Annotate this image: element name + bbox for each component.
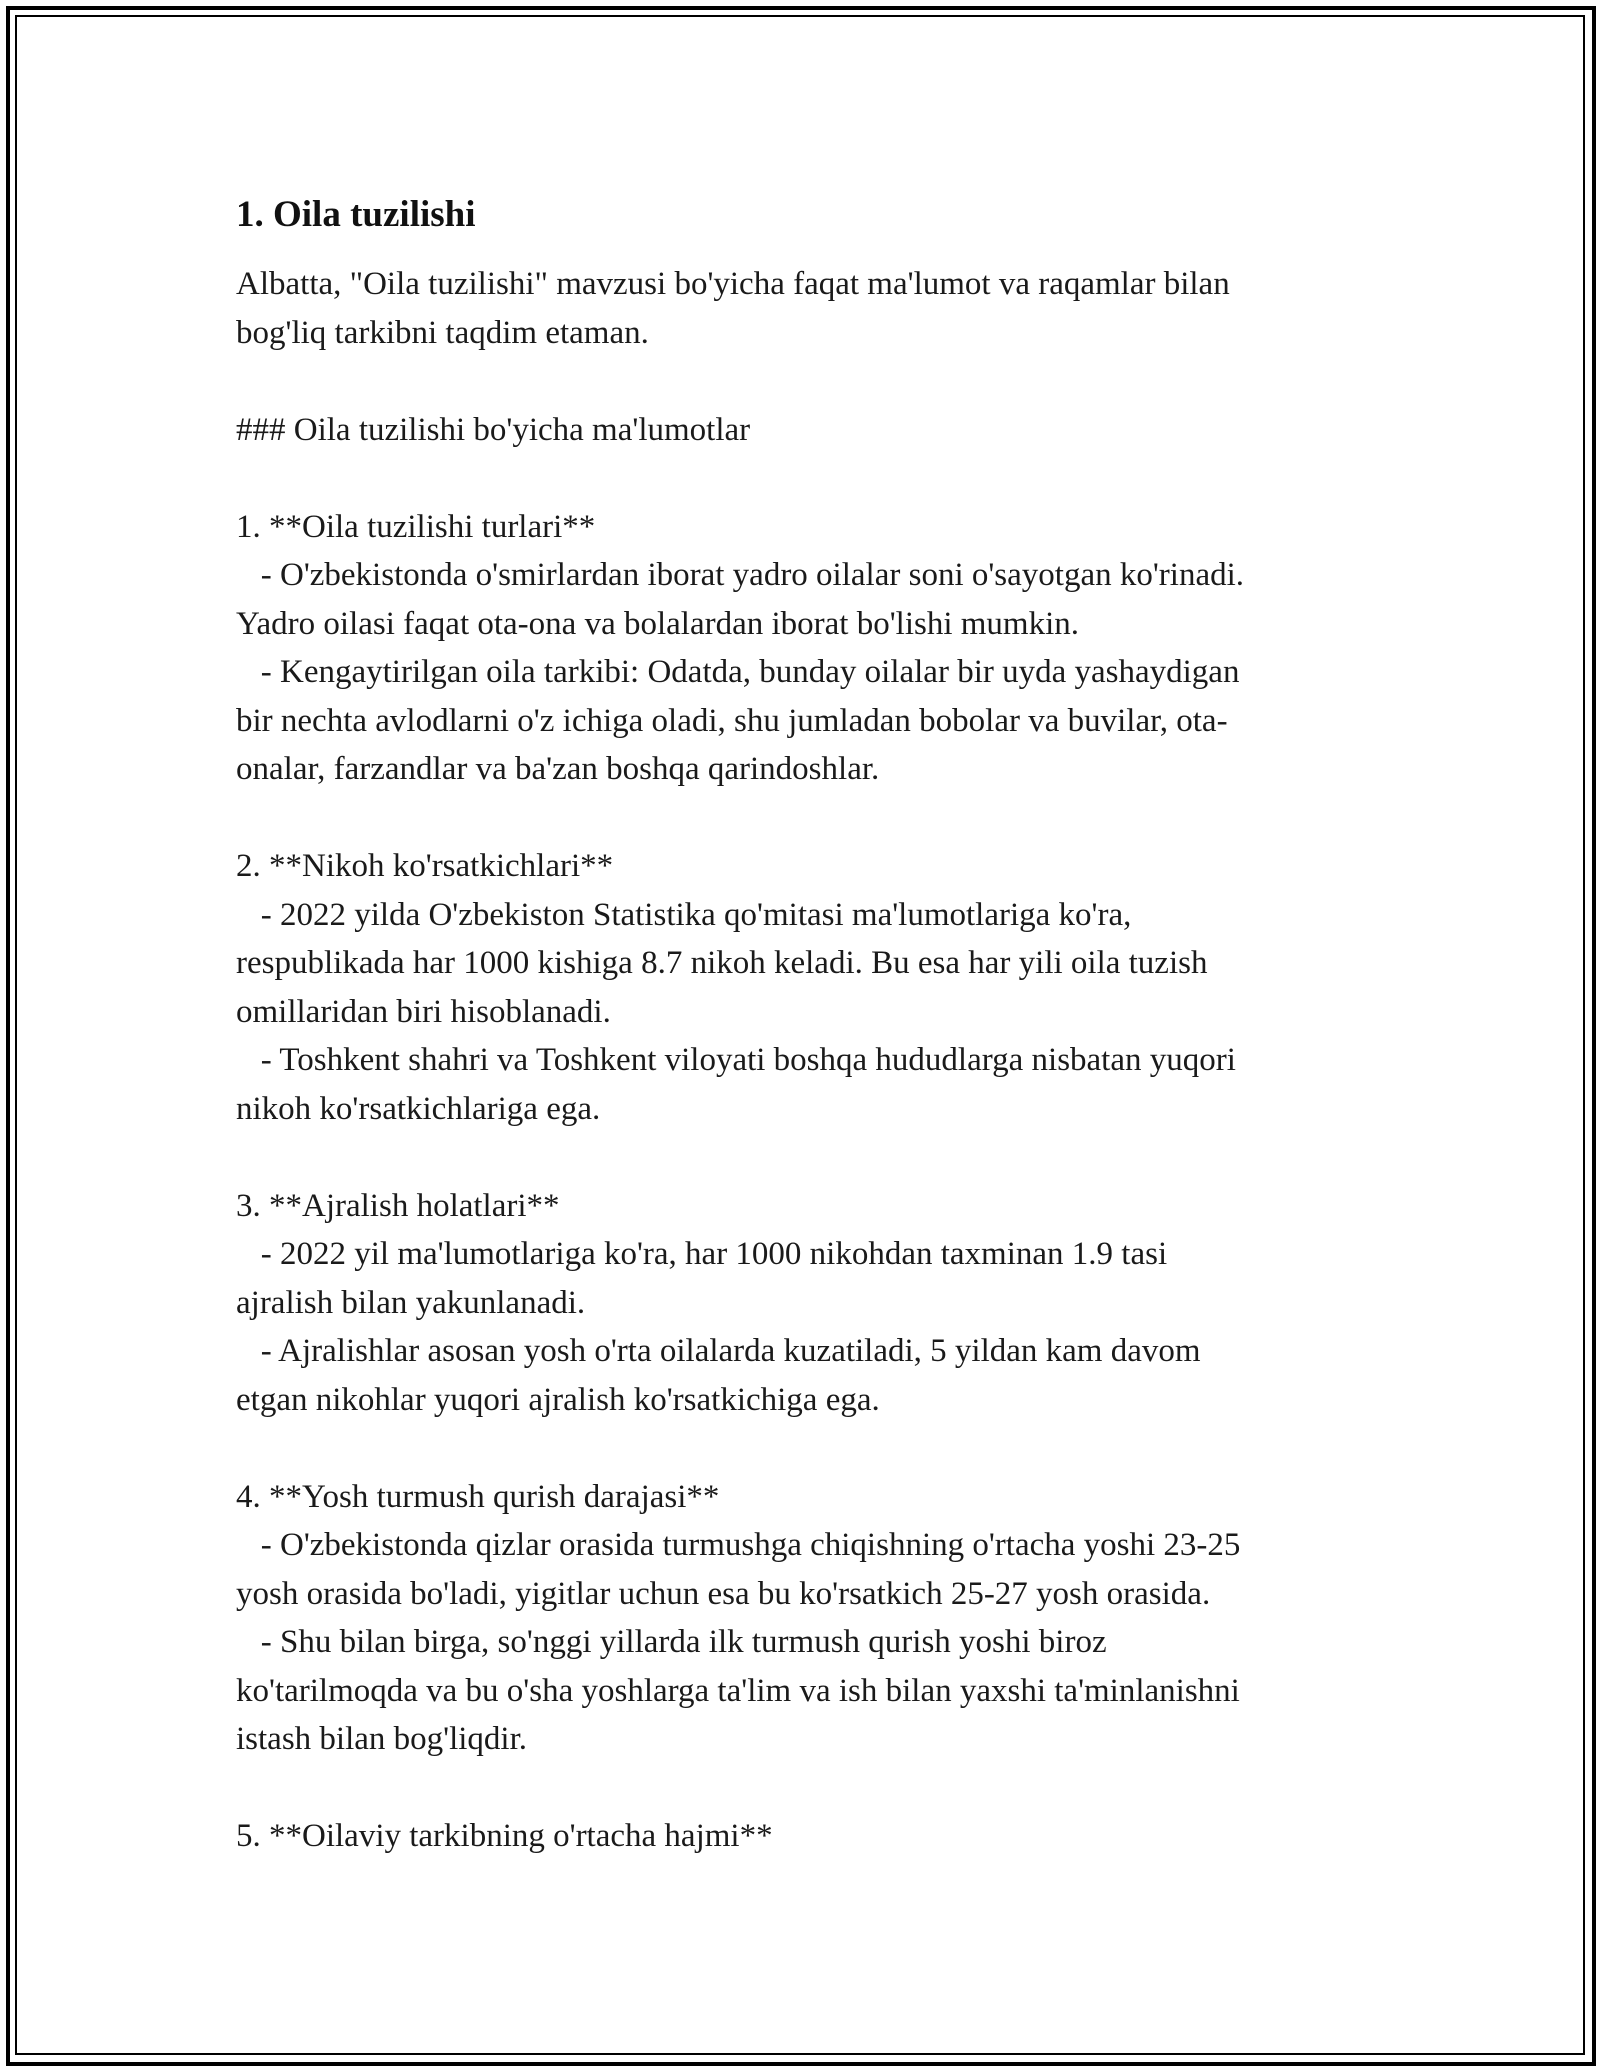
text-line	[236, 1764, 1366, 1813]
text-line: istash bilan bog'liqdir.	[236, 1721, 528, 1757]
text-line: - Shu bilan birga, so'nggi yillarda ilk turmush qurish yoshi biroz	[236, 1624, 1107, 1660]
text-line: - Ajralishlar asosan yosh o'rta oilalarda kuzatiladi, 5 yildan kam davom	[236, 1333, 1201, 1369]
section-title: 1. Oila tuzilishi	[236, 194, 476, 235]
text-line: - 2022 yilda O'zbekiston Statistika qo'mitasi ma'lumotlariga ko'ra,	[236, 896, 1132, 933]
text-line: etgan nikohlar yuqori ajralish ko'rsatkichiga ega.	[236, 1381, 880, 1418]
text-line: 4. **Yosh turmush qurish darajasi**	[236, 1478, 720, 1515]
text-line: ko'tarilmoqda va bu o'sha yoshlarga ta'lim va ish bilan yaxshi ta'minlanishni	[236, 1672, 1240, 1709]
text-line: nikoh ko'rsatkichlariga ega.	[236, 1090, 601, 1127]
text-line: ### Oila tuzilishi bo'yicha ma'lumotlar	[236, 411, 751, 448]
document-body	[236, 188, 1366, 1861]
text-line: omillaridan biri hisoblanadi.	[236, 993, 611, 1030]
text-line: Albatta, "Oila tuzilishi" mavzusi bo'yicha faqat ma'lumot va raqamlar bilan	[236, 266, 1230, 302]
text-line: - 2022 yil ma'lumotlariga ko'ra, har 1000 nikohdan taxminan 1.9 tasi	[236, 1236, 1168, 1272]
text-line: yosh orasida bo'ladi, yigitlar uchun esa bu ko'rsatkich 25-27 yosh orasida.	[236, 1575, 1211, 1612]
text-line: bir nechta avlodlarni o'z ichiga oladi, shu jumladan bobolar va buvilar, ota-	[236, 702, 1228, 739]
text-line	[236, 1133, 1366, 1182]
text-line: respublikada har 1000 kishiga 8.7 nikoh keladi. Bu esa har yili oila tuzish	[236, 945, 1208, 981]
text-line	[236, 1424, 1366, 1473]
text-line	[236, 794, 1366, 843]
text-line: Yadro oilasi faqat ota-ona va bolalardan iborat bo'lishi mumkin.	[236, 605, 1079, 642]
document-text	[236, 260, 1366, 1861]
text-line: - O'zbekistonda o'smirlardan iborat yadro oilalar soni o'sayotgan ko'rinadi.	[236, 557, 1245, 593]
text-line: onalar, farzandlar va ba'zan boshqa qarindoshlar.	[236, 751, 880, 787]
text-line: 3. **Ajralish holatlari**	[236, 1187, 560, 1224]
text-line: ajralish bilan yakunlanadi.	[236, 1284, 586, 1321]
text-line	[236, 357, 1366, 406]
text-line: 2. **Nikoh ko'rsatkichlari**	[236, 848, 614, 884]
text-line	[236, 454, 1366, 503]
text-line: 1. **Oila tuzilishi turlari**	[236, 508, 596, 545]
text-line: - O'zbekistonda qizlar orasida turmushga chiqishning o'rtacha yoshi 23-25	[236, 1527, 1241, 1563]
text-line: - Kengaytirilgan oila tarkibi: Odatda, bunday oilalar bir uyda yashaydigan	[236, 654, 1240, 690]
text-line: 5. **Oilaviy tarkibning o'rtacha hajmi**	[236, 1818, 773, 1854]
text-line: bog'liq tarkibni taqdim etaman.	[236, 314, 649, 351]
text-line: - Toshkent shahri va Toshkent viloyati boshqa hududlarga nisbatan yuqori	[236, 1042, 1236, 1078]
